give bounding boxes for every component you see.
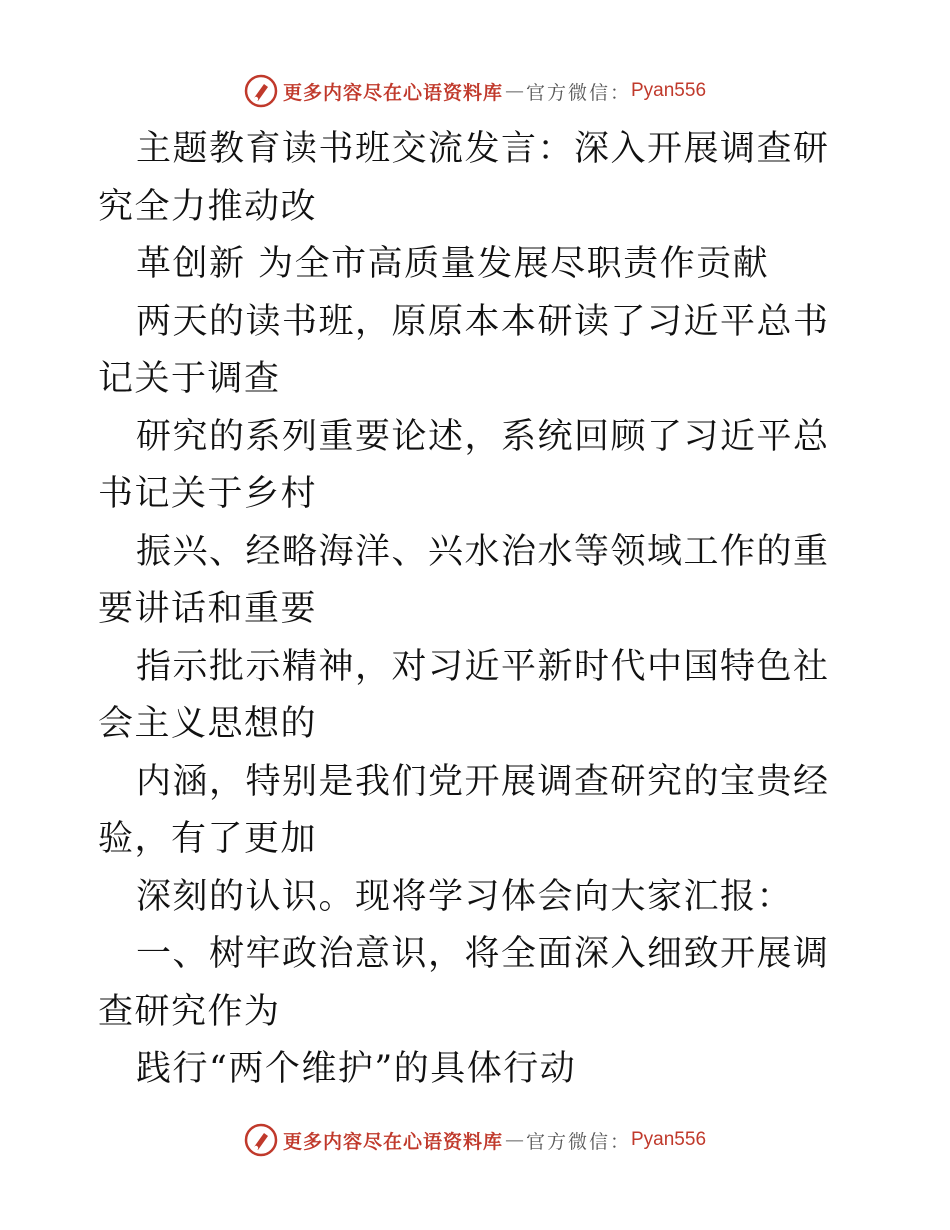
watermark-main-text: 更多内容尽在心语资料库 [282, 1130, 503, 1153]
paragraph: 研究的系列重要论述，系统回顾了习近平总书记关于乡村 [98, 416, 830, 514]
watermark-separator: — [504, 80, 524, 102]
watermark-separator: — [504, 1129, 524, 1151]
document-body [98, 121, 854, 1099]
paragraph: 主题教育读书班交流发言：深入开展调查研究全力推动改 [98, 129, 830, 227]
header-watermark [0, 71, 950, 111]
watermark-wechat-id: Pyan556 [631, 1129, 707, 1150]
paragraph: 一、树牢政治意识，将全面深入细致开展调查研究作为 [98, 934, 830, 1032]
pen-nib-icon [244, 74, 278, 108]
watermark-main-text: 更多内容尽在心语资料库 [282, 81, 503, 104]
watermark-label: 官方微信： [525, 81, 631, 104]
paragraph: 革创新 为全市高质量发展尽职责作贡献 [136, 244, 770, 284]
paragraph: 两天的读书班，原原本本研读了习近平总书记关于调查 [98, 301, 830, 399]
paragraph: 振兴、经略海洋、兴水治水等领域工作的重要讲话和重要 [98, 531, 830, 629]
paragraph: 内涵，特别是我们党开展调查研究的宝贵经验，有了更加 [98, 761, 830, 859]
paragraph: 深刻的认识。现将学习体会向大家汇报： [136, 876, 794, 917]
paragraph: 指示批示精神，对习近平新时代中国特色社会主义思想的 [98, 646, 830, 744]
watermark-label: 官方微信： [525, 1130, 631, 1153]
paragraph: 践行“两个维护”的具体行动 [136, 1049, 577, 1089]
footer-watermark [0, 1120, 950, 1160]
watermark-wechat-id: Pyan556 [631, 80, 707, 101]
pen-nib-icon [244, 1123, 278, 1157]
